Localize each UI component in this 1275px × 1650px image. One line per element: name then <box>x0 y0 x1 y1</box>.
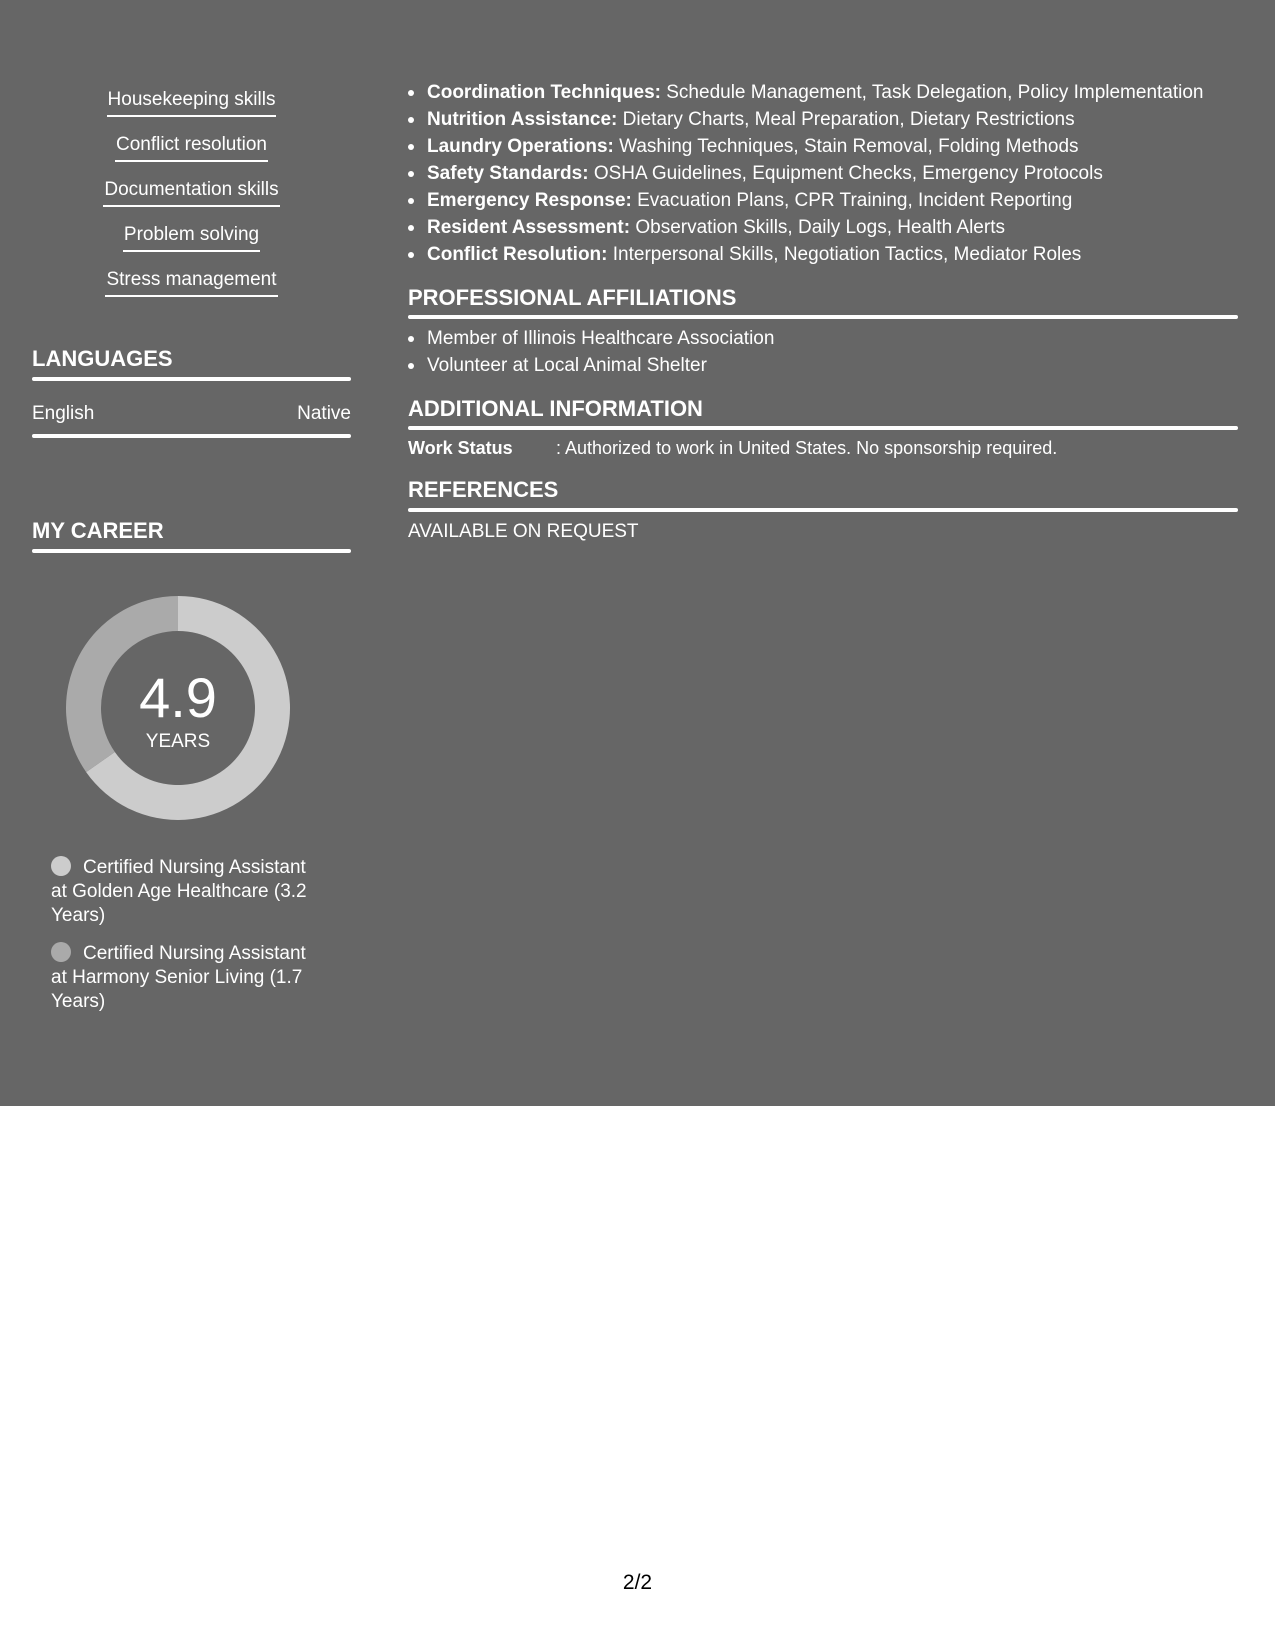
career-years-label: YEARS <box>145 731 211 752</box>
language-row <box>32 402 351 426</box>
skill-tag: Problem solving <box>32 223 351 252</box>
career-total-years: 4.9 <box>139 666 217 729</box>
skill-tag: Conflict resolution <box>32 133 351 162</box>
list-item: Nutrition Assistance: Dietary Charts, Meal Preparation, Dietary Restrictions <box>408 106 1238 133</box>
skills-detail-list <box>408 79 1238 268</box>
legend-dot-icon <box>51 856 71 876</box>
legend-dot-icon <box>51 942 71 962</box>
section-divider <box>32 549 351 553</box>
skill-tag: Stress management <box>32 268 351 297</box>
affiliations-title: PROFESSIONAL AFFILIATIONS <box>408 285 737 310</box>
work-status-value: : Authorized to work in United States. No sponsorship required. <box>556 438 1058 458</box>
page-number: 2/2 <box>622 1571 653 1594</box>
list-item: Coordination Techniques: Schedule Management, Task Delegation, Policy Implementation <box>408 79 1238 106</box>
list-item: Emergency Response: Evacuation Plans, CPR Training, Incident Reporting <box>408 187 1238 214</box>
references-text: AVAILABLE ON REQUEST <box>408 521 639 542</box>
list-item: Safety Standards: OSHA Guidelines, Equipment Checks, Emergency Protocols <box>408 160 1238 187</box>
list-item: Volunteer at Local Animal Shelter <box>408 352 1238 379</box>
language-bar <box>32 434 351 438</box>
career-item: Certified Nursing Assistant at Harmony Senior Living (1.7 Years) <box>51 943 306 1012</box>
career-item: Certified Nursing Assistant at Golden Age Healthcare (3.2 Years) <box>51 857 307 926</box>
list-item: Resident Assessment: Observation Skills, Daily Logs, Health Alerts <box>408 214 1238 241</box>
language-level: Native <box>297 403 351 424</box>
skill-tag: Documentation skills <box>32 178 351 207</box>
additional-info-title: ADDITIONAL INFORMATION <box>408 396 703 421</box>
list-item: Conflict Resolution: Interpersonal Skills, Negotiation Tactics, Mediator Roles <box>408 241 1238 268</box>
section-divider <box>408 426 1238 430</box>
skill-tag: Housekeeping skills <box>32 88 351 117</box>
work-status-label: Work Status <box>408 438 513 458</box>
list-item: Member of Illinois Healthcare Association <box>408 325 1238 352</box>
language-name: English <box>32 403 95 424</box>
affiliations-list <box>408 325 1238 379</box>
references-title: REFERENCES <box>408 477 559 502</box>
languages-title: LANGUAGES <box>32 346 173 371</box>
section-divider <box>32 377 351 381</box>
work-status-row <box>408 436 1057 460</box>
section-divider <box>408 508 1238 512</box>
section-divider <box>408 315 1238 319</box>
career-title: MY CAREER <box>32 518 164 543</box>
list-item: Laundry Operations: Washing Techniques, Stain Removal, Folding Methods <box>408 133 1238 160</box>
